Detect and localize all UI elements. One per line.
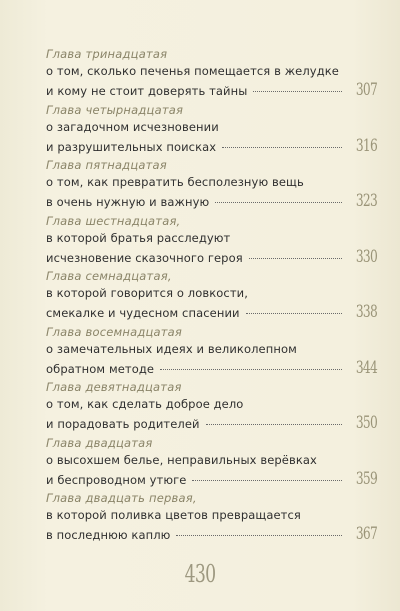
toc-entry [46, 213, 376, 269]
chapter-description-line: в последнюю каплю [46, 528, 171, 542]
toc-entry [46, 157, 376, 213]
table-of-contents [46, 46, 376, 546]
page-number: 316 [355, 135, 378, 156]
chapter-description-line: смекалке и чудесном спасении [46, 306, 240, 320]
page-number: 307 [355, 80, 378, 100]
dot-leader [246, 313, 342, 314]
chapter-description-line: в которой говорится о ловкости, [46, 286, 248, 300]
page-number: 323 [355, 191, 378, 211]
dot-leader [176, 535, 342, 536]
dot-leader [253, 91, 342, 92]
toc-entry [46, 379, 376, 435]
dot-leader [249, 258, 342, 259]
chapter-title: Глава пятнадцатая [46, 158, 167, 172]
chapter-description-line: и беспроводном утюге [46, 472, 187, 487]
chapter-description-line: о замечательных идеях и великолепном [46, 341, 297, 356]
chapter-title: Глава тринадцатая [46, 47, 168, 61]
chapter-description-line: в очень нужную и важную [46, 195, 210, 209]
toc-entry [46, 490, 376, 546]
dot-leader [206, 424, 342, 425]
chapter-title: Глава восемнадцатая [46, 324, 183, 339]
page-number: 338 [355, 302, 378, 322]
chapter-description-line: о том, как сделать доброе дело [46, 397, 244, 411]
chapter-title: Глава девятнадцатая [46, 380, 182, 394]
chapter-description-line: исчезновение сказочного героя [46, 250, 243, 265]
dot-leader [215, 202, 342, 203]
chapter-description-line: о высохшем белье, неправильных верёвках [46, 452, 317, 467]
dot-leader [222, 147, 342, 148]
chapter-title: Глава четырнадцатая [46, 102, 184, 117]
toc-entry [46, 46, 376, 102]
toc-entry [46, 324, 376, 380]
dot-leader [160, 369, 342, 370]
toc-entry [46, 268, 376, 324]
chapter-description-line: в которой братья расследуют [46, 230, 231, 245]
page-number: 350 [355, 413, 378, 433]
chapter-title: Глава двадцатая [46, 435, 153, 450]
chapter-description-line: о том, сколько печенья помещается в желудке [46, 64, 339, 78]
chapter-description-line: обратном методе [46, 361, 155, 376]
chapter-title: Глава шестнадцатая, [46, 213, 181, 228]
dot-leader [192, 480, 342, 481]
chapter-title: Глава семнадцатая, [46, 269, 172, 283]
chapter-description-line: о том, как превратить бесполезную вещь [46, 175, 304, 189]
page-number: 330 [355, 246, 378, 267]
chapter-description-line: в которой поливка цветов превращается [46, 508, 301, 522]
page-number: 367 [355, 524, 378, 544]
chapter-description-line: и кому не стоит доверять тайны [46, 84, 248, 98]
chapter-title: Глава двадцать первая, [46, 491, 197, 505]
chapter-description-line: и порадовать родителей [46, 417, 200, 431]
page-number: 359 [355, 468, 378, 489]
toc-entry [46, 102, 376, 158]
toc-entry [46, 435, 376, 491]
chapter-description-line: и разрушительных поисках [46, 139, 217, 154]
chapter-description-line: о загадочном исчезновении [46, 119, 219, 134]
page-number: 344 [355, 357, 378, 378]
folio-page-number: 430 [184, 560, 216, 588]
